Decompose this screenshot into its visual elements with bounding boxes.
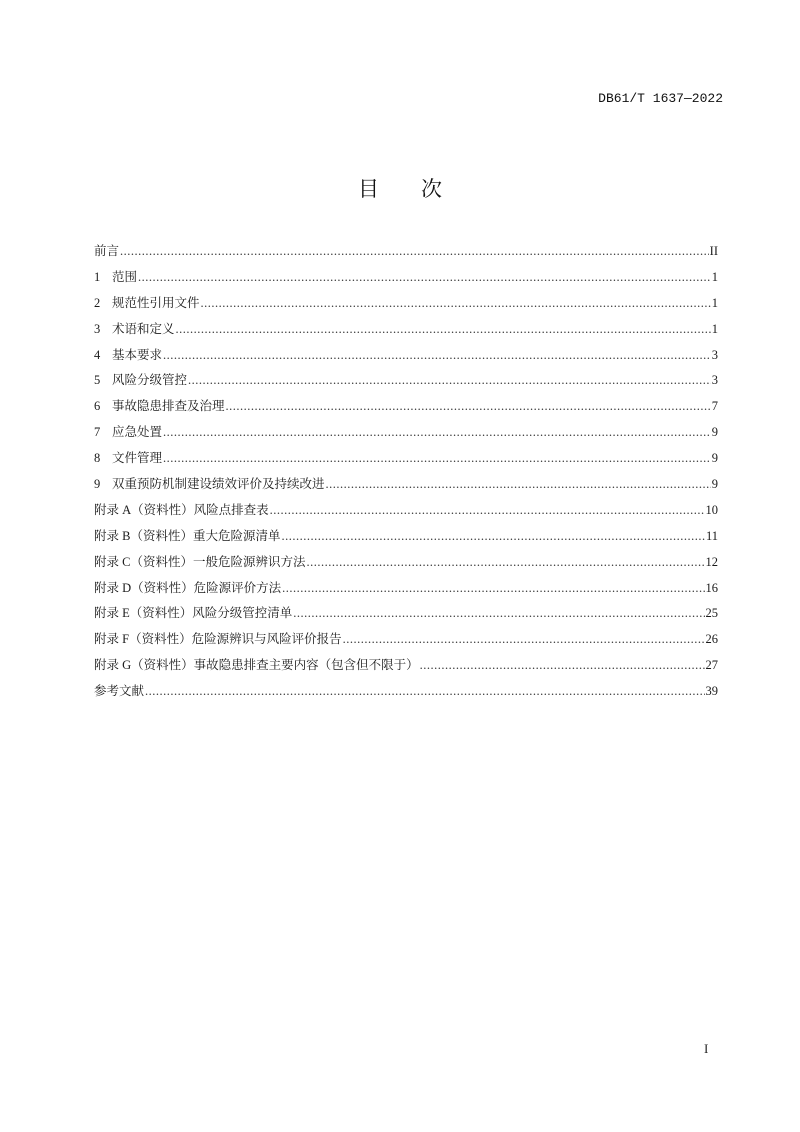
toc-entry-page[interactable]: 12 [705,554,718,569]
toc-entry-page[interactable]: 10 [705,502,718,517]
toc-entry[interactable] [94,679,718,705]
toc-entry-page[interactable]: II [709,244,718,258]
toc-entry-number: 1 [94,269,101,284]
toc-entry-number: 9 [94,477,101,492]
toc-entry-number: 7 [94,425,101,440]
toc-entry-label[interactable]: 风险分级管控 [112,373,188,388]
toc-entry-label[interactable]: 基本要求 [112,347,163,362]
toc-entry-label[interactable]: 文件管理 [112,451,163,466]
toc-entry-label[interactable]: 附录 C（资料性）一般危险源辨识方法 [94,554,306,569]
toc-dot-leader [226,394,711,420]
toc-dot-leader [176,317,711,343]
toc-entry[interactable] [94,420,718,446]
toc-entry[interactable] [94,317,718,343]
toc-title [0,173,800,203]
toc-entry-page[interactable]: 39 [705,684,718,699]
toc-dot-leader [326,472,711,498]
toc-entry[interactable] [94,498,718,524]
toc-entry[interactable] [94,394,718,420]
toc-dot-leader [163,420,711,446]
toc-entry[interactable] [94,524,718,550]
toc-dot-leader [343,627,705,653]
toc-entry-number: 8 [94,451,101,466]
toc-entry[interactable] [94,472,718,498]
toc-dot-leader [188,368,711,394]
toc-entry-page[interactable]: 16 [705,580,718,595]
toc-entry-label[interactable]: 前言 [94,244,120,258]
toc-entry[interactable] [94,627,718,653]
toc-entry-page[interactable]: 1 [711,269,718,284]
toc-entry-number: 3 [94,321,101,336]
toc-entry-number: 4 [94,347,101,362]
toc-entry[interactable] [94,291,718,317]
table-of-contents [94,239,718,705]
toc-dot-leader [282,576,704,602]
toc-entry[interactable] [94,653,718,679]
toc-entry-label[interactable]: 规范性引用文件 [112,295,200,310]
toc-title-char-1: 目 [358,177,379,201]
toc-dot-leader [293,601,704,627]
toc-entry-page[interactable]: 25 [705,606,718,621]
toc-dot-leader [281,524,704,550]
toc-entry[interactable] [94,601,718,627]
toc-entry[interactable] [94,446,718,472]
toc-dot-leader [306,550,704,576]
toc-entry[interactable] [94,368,718,394]
toc-dot-leader [420,653,705,679]
toc-entry-number: 2 [94,295,101,310]
toc-entry-number: 5 [94,373,101,388]
toc-entry[interactable] [94,265,718,291]
toc-entry-label[interactable]: 应急处置 [112,425,163,440]
toc-entry-label[interactable]: 参考文献 [94,684,145,699]
toc-entry-page[interactable]: 11 [705,528,718,543]
toc-dot-leader [270,498,705,524]
toc-entry[interactable] [94,239,718,265]
toc-title-char-2: 次 [421,177,442,201]
toc-entry-page[interactable]: 7 [711,399,718,414]
toc-entry-label[interactable]: 附录 F（资料性）危险源辨识与风险评价报告 [94,632,342,647]
page-number: I [704,1041,709,1056]
toc-entry-label[interactable]: 附录 D（资料性）危险源评价方法 [94,580,282,595]
toc-entry-page[interactable]: 26 [705,632,718,647]
document-code: DB61/T 1637—2022 [598,91,723,106]
toc-entry-page[interactable]: 3 [711,373,718,388]
toc-entry-label[interactable]: 附录 A（资料性）风险点排查表 [94,502,269,517]
toc-dot-leader [145,679,704,705]
toc-entry-page[interactable]: 9 [711,451,718,466]
toc-dot-leader [201,291,711,317]
toc-entry-page[interactable]: 27 [705,658,718,673]
toc-entry[interactable] [94,550,718,576]
toc-entry-number: 6 [94,399,101,414]
toc-entry-label[interactable]: 双重预防机制建设绩效评价及持续改进 [112,477,325,492]
toc-entry-label[interactable]: 事故隐患排查及治理 [112,399,225,414]
toc-entry-label[interactable]: 附录 E（资料性）风险分级管控清单 [94,606,293,621]
toc-entry-page[interactable]: 9 [711,425,718,440]
toc-entry[interactable] [94,343,718,369]
toc-entry-page[interactable]: 9 [711,477,718,492]
toc-dot-leader [163,446,711,472]
toc-dot-leader [120,239,709,265]
toc-entry-label[interactable]: 范围 [112,269,138,284]
toc-dot-leader [138,265,711,291]
toc-entry-label[interactable]: 附录 G（资料性）事故隐患排查主要内容（包含但不限于） [94,658,419,673]
toc-dot-leader [163,343,711,369]
toc-entry[interactable] [94,576,718,602]
toc-entry-page[interactable]: 1 [711,295,718,310]
toc-entry-page[interactable]: 1 [711,321,718,336]
toc-entry-label[interactable]: 术语和定义 [112,321,175,336]
toc-entry-page[interactable]: 3 [711,347,718,362]
toc-entry-label[interactable]: 附录 B（资料性）重大危险源清单 [94,528,281,543]
